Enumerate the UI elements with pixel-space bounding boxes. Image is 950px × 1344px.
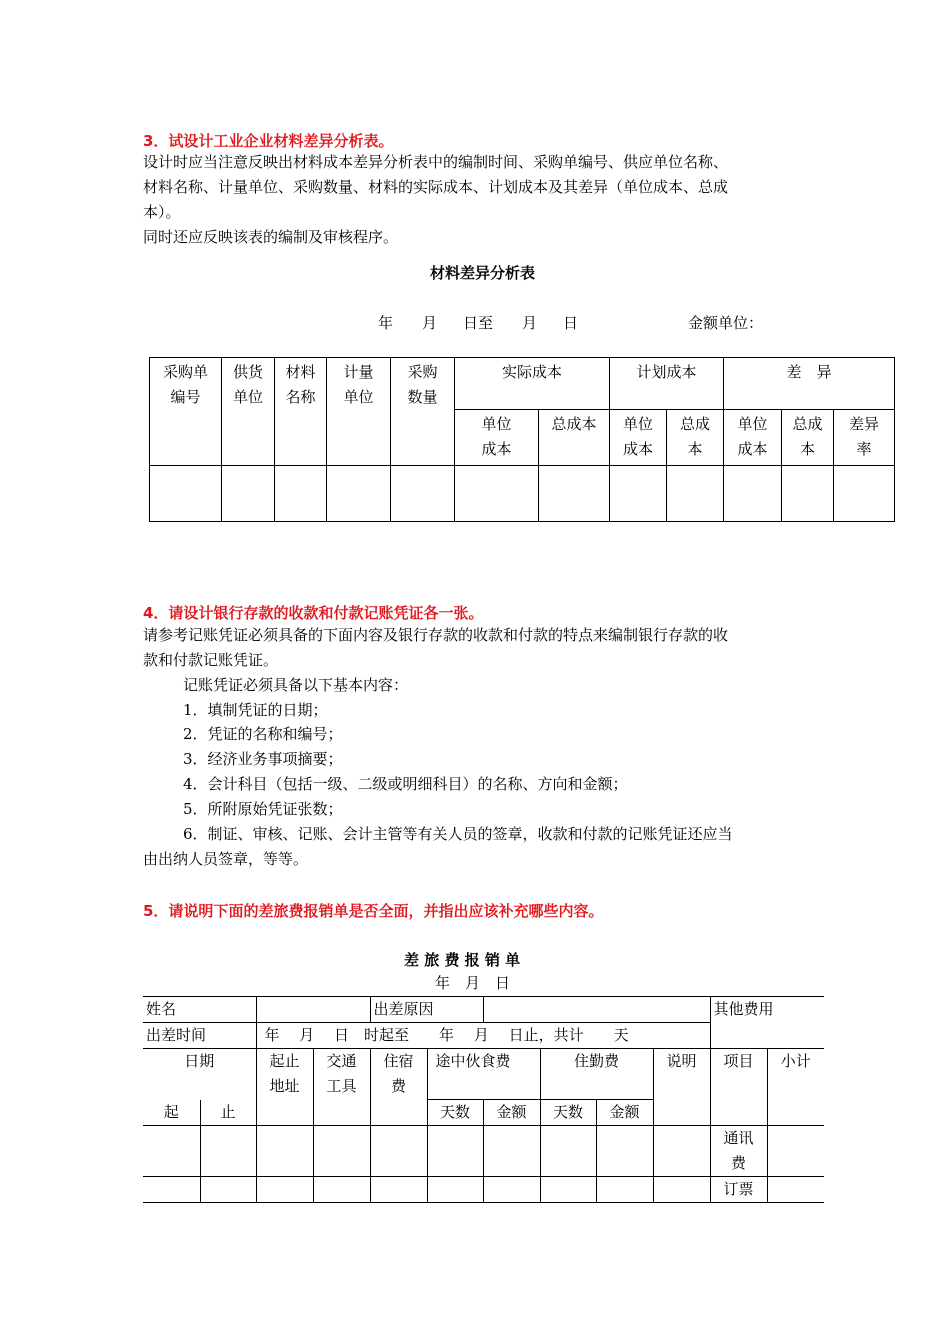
meal-days: 天数 [427,1100,483,1126]
q4-item-2: 2．凭证的名称和编号； [183,725,343,743]
date-header: 日期 [143,1049,256,1100]
q4-item-4: 4．会计科目（包括一级、二级或明细科目）的名称、方向和金额； [183,775,628,793]
reason-label: 出差原因 [370,997,483,1023]
date-month-2: 月 [522,314,538,332]
trip-time-fill: 年 月 日 时起至 年 月 日止，共计 天 [256,1023,710,1049]
allowance-header: 住勤费 [540,1049,653,1100]
date-year: 年 [378,314,394,332]
q3-line-2: 材料名称、计量单位、采购数量、材料的实际成本、计划成本及其差异（单位成本、总成 [143,178,729,196]
item-header: 项目 [710,1049,767,1126]
diff-total-cost: 总成 本 [782,410,834,466]
q4-intro-2: 款和付款记账凭证。 [143,651,279,669]
travel-expense-form [143,996,824,1203]
q5-heading: 5．请说明下面的差旅费报销单是否全面，并指出应该补充哪些内容。 [143,902,604,920]
col-unit: 计量 单位 [327,358,391,466]
col-actual-cost: 实际成本 [455,358,610,410]
allowance-amount: 金额 [596,1100,653,1126]
reason-value [483,997,710,1023]
q4-intro-1: 请参考记账凭证必须具备的下面内容及银行存款的收款和付款的特点来编制银行存款的收 [143,626,729,644]
diff-rate: 差异 率 [834,410,895,466]
comm-fee-label: 通讯 费 [710,1126,767,1177]
note-header: 说明 [653,1049,710,1126]
subtotal-header: 小计 [767,1049,824,1126]
meal-amount: 金额 [483,1100,540,1126]
q3-line-4: 同时还应反映该表的编制及审核程序。 [143,228,399,246]
q3-table-title: 材料差异分析表 [430,264,536,282]
table-row [150,466,895,522]
q3-line-3: 本）。 [143,203,181,221]
col-supplier: 供货 单位 [222,358,275,466]
actual-unit-cost: 单位 成本 [455,410,539,466]
plan-total-cost: 总成 本 [667,410,724,466]
name-label: 姓名 [143,997,256,1023]
col-qty: 采购 数量 [391,358,455,466]
allowance-days: 天数 [540,1100,596,1126]
q4-item-6: 6．制证、审核、记账、会计主管等有关人员的签章，收款和付款的记账凭证还应当 [183,825,733,843]
date-day-to: 日至 [463,314,494,332]
q4-item-6-cont: 由出纳人员签章，等等。 [143,850,309,868]
col-material: 材料 名称 [275,358,327,466]
q4-heading: 4．请设计银行存款的收款和付款记账凭证各一张。 [143,604,484,622]
end-header: 止 [200,1100,256,1126]
col-plan-cost: 计划成本 [610,358,724,410]
from-to-header: 起止 地址 [256,1049,313,1126]
q5-form-title: 差 旅 费 报 销 单 [404,951,521,969]
start-header: 起 [143,1100,200,1126]
trip-time-label: 出差时间 [143,1023,256,1049]
material-variance-table [149,357,895,522]
other-fees-label: 其他费用 [710,997,824,1023]
date-day-2: 日 [563,314,579,332]
q4-list-title: 记账凭证必须具备以下基本内容： [183,676,409,694]
col-difference: 差 异 [724,358,895,410]
date-month: 月 [422,314,438,332]
transport-header: 交通 工具 [313,1049,370,1126]
meal-fee-header: 途中伙食费 [427,1049,540,1100]
q4-item-1: 1．填制凭证的日期； [183,701,328,719]
q3-line-1: 设计时应当注意反映出材料成本差异分析表中的编制时间、采购单编号、供应单位名称、 [143,153,729,171]
amount-unit: 金额单位： [688,314,764,332]
q5-form-date: 年 月 日 [435,974,511,992]
col-po-no: 采购单 编号 [150,358,222,466]
diff-unit-cost: 单位 成本 [724,410,782,466]
q4-item-5: 5．所附原始凭证张数； [183,800,343,818]
table-row [143,1126,824,1177]
q4-item-3: 3．经济业务事项摘要； [183,750,343,768]
plan-unit-cost: 单位 成本 [610,410,667,466]
q3-heading: 3．试设计工业企业材料差异分析表。 [143,132,394,150]
actual-total-cost: 总成本 [539,410,610,466]
name-value [256,997,370,1023]
ticket-label: 订票 [710,1177,767,1203]
table-row [143,1177,824,1203]
lodging-header: 住宿 费 [370,1049,427,1126]
